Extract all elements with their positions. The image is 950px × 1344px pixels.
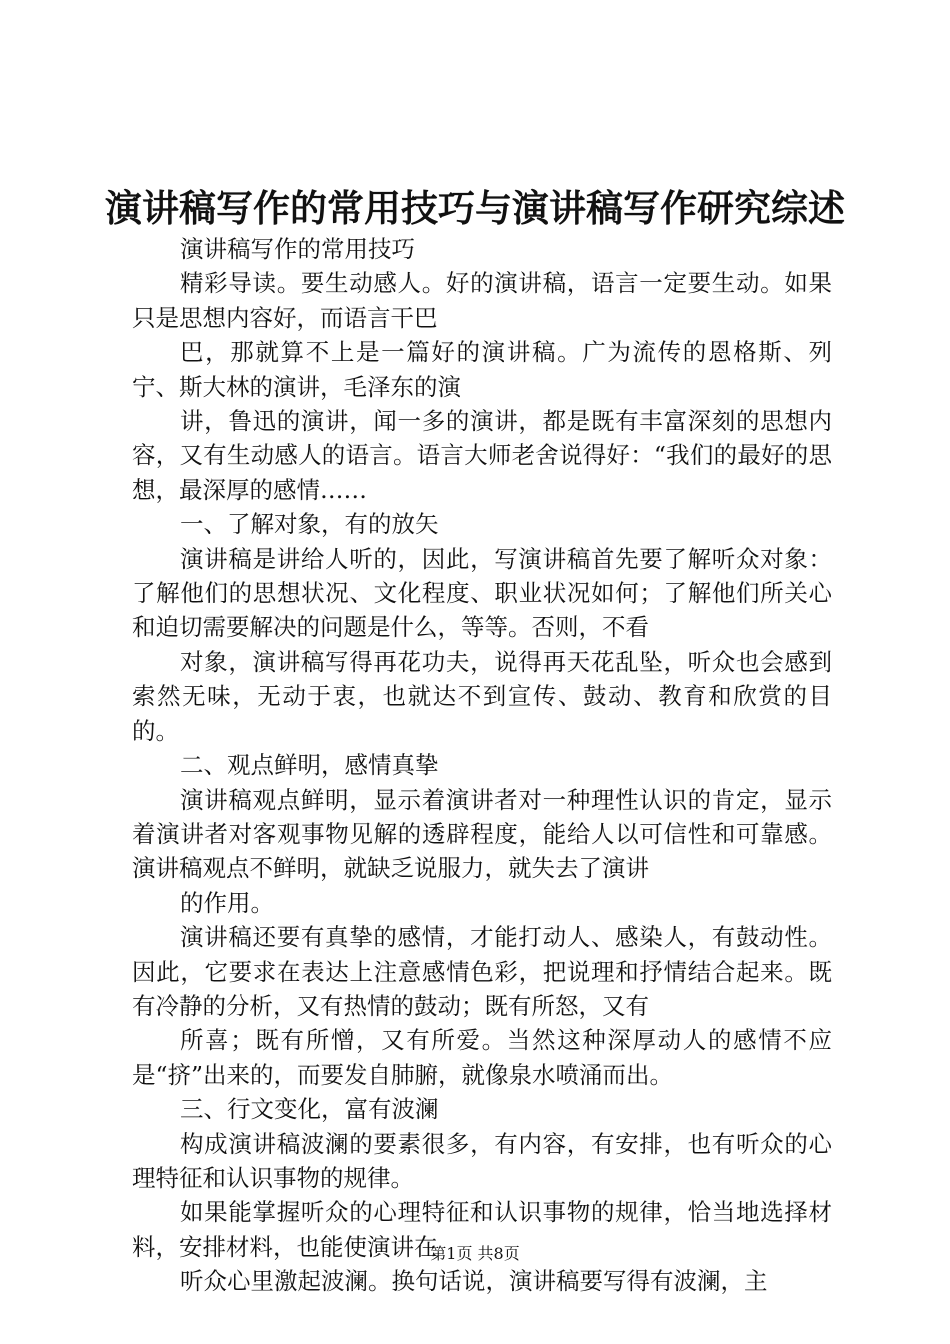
section-heading: 一、了解对象，有的放矢: [180, 510, 439, 539]
paragraph: 所喜；既有所憎，又有所爱。当然这种深厚动人的感情不应是“挤”出来的，而要发自肺腑，就像泉水喷涌而出。: [132, 1026, 832, 1089]
paragraph: 如果能掌握听众的心理特征和认识事物的规律，恰当地选择材料，安排材料，也能使演讲在: [132, 1198, 832, 1261]
paragraph: 精彩导读。要生动感人。好的演讲稿，语言一定要生动。如果只是思想内容好，而语言干巴: [132, 269, 832, 332]
paragraph: 演讲稿观点鲜明，显示着演讲者对一种理性认识的肯定，显示着演讲者对客观事物见解的透辟程度，能给人以可信性和可靠感。演讲稿观点不鲜明，就缺乏说服力，就失去了演讲: [132, 785, 832, 883]
section-heading: 三、行文变化，富有波澜: [180, 1095, 439, 1124]
paragraph: 巴，那就算不上是一篇好的演讲稿。广为流传的恩格斯、列宁、斯大林的演讲，毛泽东的演: [132, 338, 832, 401]
paragraph: 讲，鲁迅的演讲，闻一多的演讲，都是既有丰富深刻的思想内容，又有生动感人的语言。语言大师老舍说得好：“我们的最好的思想，最深厚的感情……: [132, 407, 832, 504]
paragraph: 构成演讲稿波澜的要素很多，有内容，有安排，也有听众的心理特征和认识事物的规律。: [132, 1129, 832, 1192]
paragraph: 演讲稿还要有真挚的感情，才能打动人、感染人，有鼓动性。因此，它要求在表达上注意感情色彩，把说理和抒情结合起来。既有冷静的分析，又有热情的鼓动；既有所怒，又有: [132, 923, 832, 1020]
section-heading: 二、观点鲜明，感情真挚: [180, 751, 439, 780]
document-title: 演讲稿写作的常用技巧与演讲稿写作研究综述: [105, 186, 845, 230]
paragraph: 演讲稿写作的常用技巧: [180, 235, 415, 263]
document-body: [132, 232, 832, 1299]
paragraph: 演讲稿是讲给人听的，因此，写演讲稿首先要了解听众对象：了解他们的思想状况、文化程度、职业状况如何；了解他们所关心和迫切需要解决的问题是什么，等等。否则，不看: [132, 544, 832, 642]
paragraph: 对象，演讲稿写得再花功夫，说得再天花乱坠，听众也会感到索然无味，无动于衷，也就达不到宣传、鼓动、教育和欣赏的目的。: [132, 647, 832, 745]
paragraph: 的作用。: [180, 888, 274, 917]
page-footer: 第1页 共8页: [430, 1244, 520, 1263]
paragraph: 听众心里激起波澜。换句话说，演讲稿要写得有波澜，主: [180, 1267, 768, 1296]
